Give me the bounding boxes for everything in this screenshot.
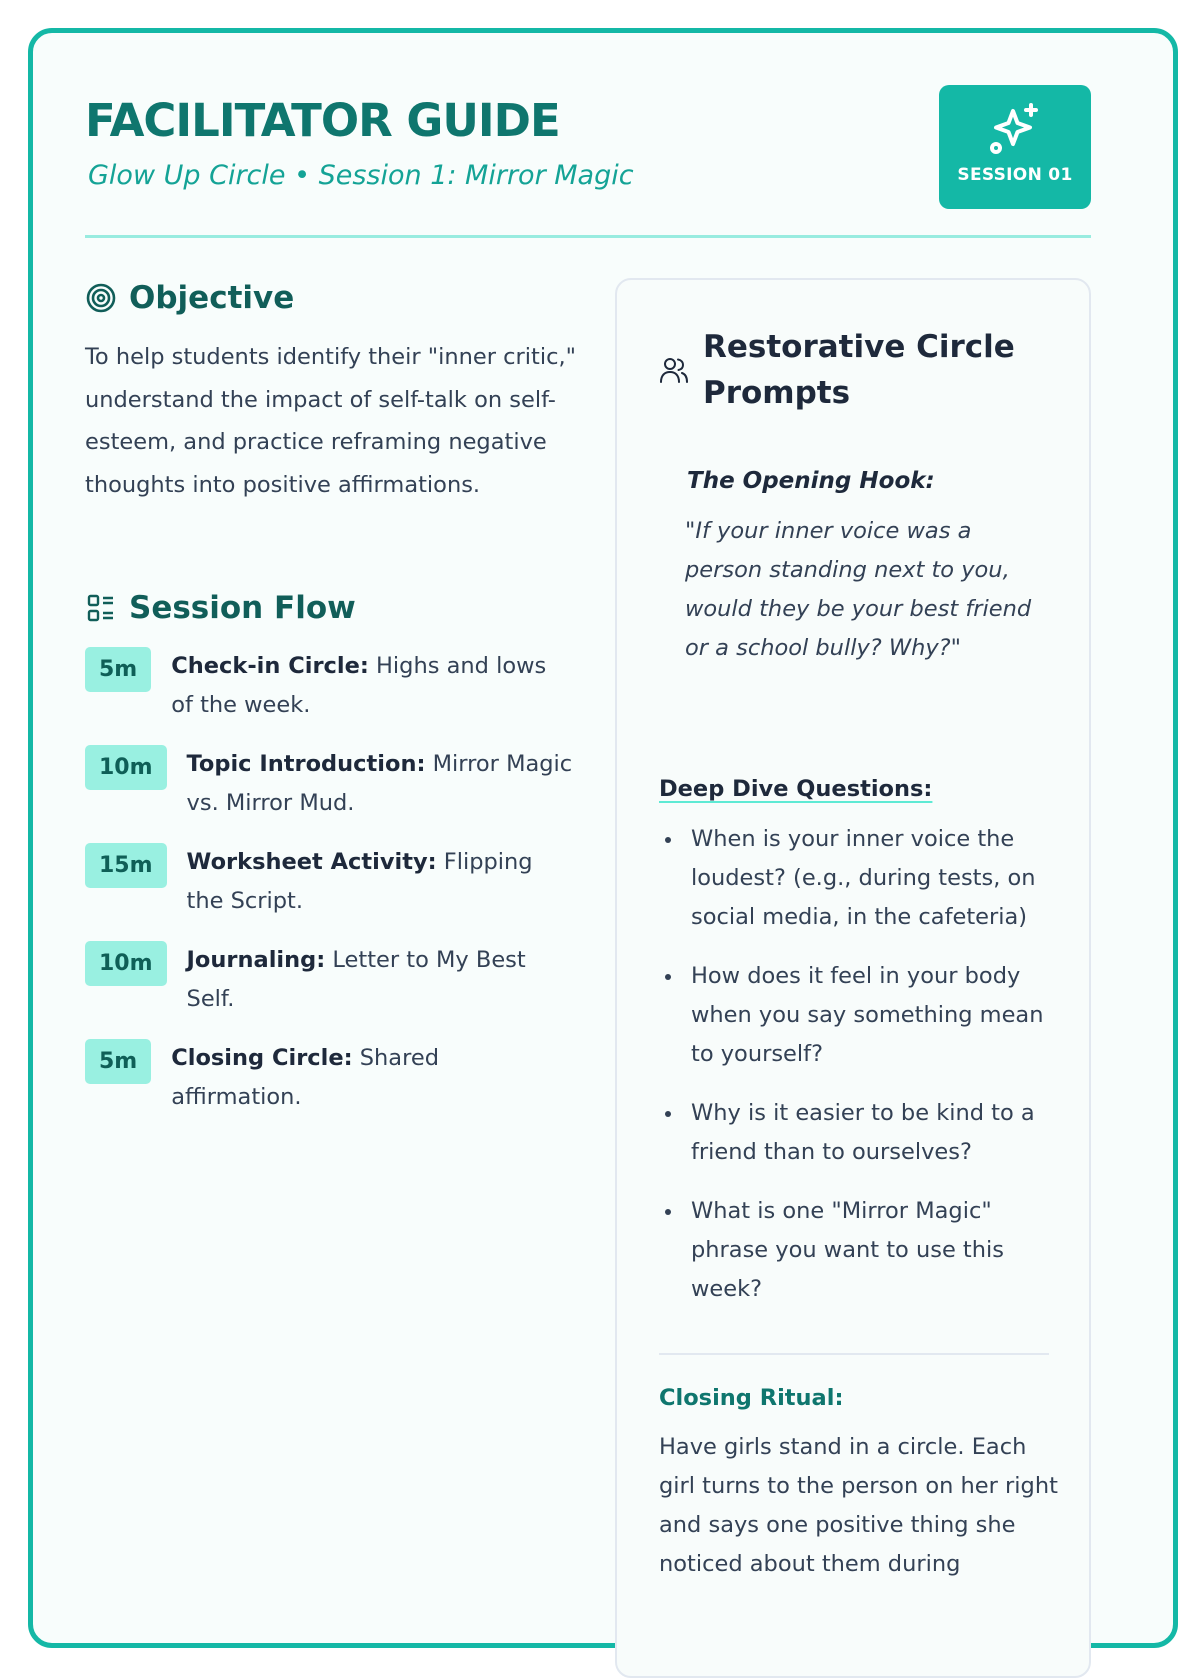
prompts-heading-text: Restorative Circle Prompts [703, 329, 1015, 411]
objective-heading [85, 280, 294, 316]
list-item: When is your inner voice the loudest? (e.g., during tests, on social media, in the cafeteria) [659, 820, 1069, 937]
users-icon [659, 355, 689, 385]
flow-title: Journaling: [186, 947, 326, 973]
sparkles-icon [987, 101, 1043, 157]
flow-text [187, 745, 575, 823]
deep-dive-questions [659, 820, 1069, 1329]
flow-item [85, 647, 575, 725]
flow-title: Check-in Circle: [171, 653, 369, 679]
time-pill: 10m [85, 941, 167, 986]
flow-description: Letter to My Best Self. [186, 947, 526, 1012]
flow-text [171, 1039, 575, 1117]
list-item: How does it feel in your body when you say something mean to yourself? [659, 957, 1069, 1074]
time-pill: 5m [85, 647, 151, 692]
prompts-heading [659, 324, 1023, 416]
header-divider [85, 235, 1091, 238]
closing-ritual-text: Have girls stand in a circle. Each girl turns to the person on her right and says one positive thing she noticed about them during [659, 1434, 1058, 1577]
list-item: What is one "Mirror Magic" phrase you want to use this week? [659, 1192, 1069, 1309]
opening-hook-quote: "If your inner voice was a person standing next to you, would they be your best friend or a school bully? Why?" [685, 518, 1032, 661]
session-badge [939, 85, 1091, 209]
flow-text [187, 941, 575, 1019]
time-pill: 5m [85, 1039, 151, 1084]
objective-heading-text: Objective [129, 280, 295, 316]
time-pill: 15m [85, 843, 167, 888]
flow-title: Worksheet Activity: [186, 849, 437, 875]
flow-text [187, 843, 575, 921]
closing-ritual-label: Closing Ritual: [659, 1385, 844, 1411]
flow-item [85, 941, 575, 1019]
flow-title: Topic Introduction: [186, 751, 426, 777]
flow-description: Mirror Magic vs. Mirror Mud. [186, 751, 573, 816]
deep-dive-label: Deep Dive Questions: [659, 776, 933, 802]
panel-divider [659, 1353, 1049, 1355]
objective-text: To help students identify their "inner critic," understand the impact of self-talk on self-esteem, and practice reframing negative thoughts into positive affirmations. [85, 344, 576, 498]
session-badge-label: SESSION 01 [957, 165, 1073, 185]
restorative-prompts-panel [615, 278, 1091, 1678]
time-pill: 10m [85, 745, 167, 790]
flow-text [171, 647, 575, 725]
flow-description: Flipping the Script. [186, 849, 533, 914]
flow-description: Shared affirmation. [171, 1045, 439, 1110]
flow-item [85, 1039, 575, 1117]
flow-item [85, 843, 575, 921]
list-item: Why is it easier to be kind to a friend than to ourselves? [659, 1094, 1069, 1172]
session-flow-heading-text: Session Flow [129, 590, 356, 626]
page-subtitle: Glow Up Circle • Session 1: Mirror Magic [88, 160, 634, 191]
flow-title: Closing Circle: [171, 1045, 353, 1071]
flow-description: Highs and lows of the week. [171, 653, 547, 718]
list-icon [85, 592, 117, 624]
session-flow-heading [85, 590, 356, 626]
opening-hook-label: The Opening Hook: [687, 468, 935, 494]
flow-item [85, 745, 575, 823]
page-title: FACILITATOR GUIDE [85, 94, 560, 147]
target-icon [85, 282, 117, 314]
